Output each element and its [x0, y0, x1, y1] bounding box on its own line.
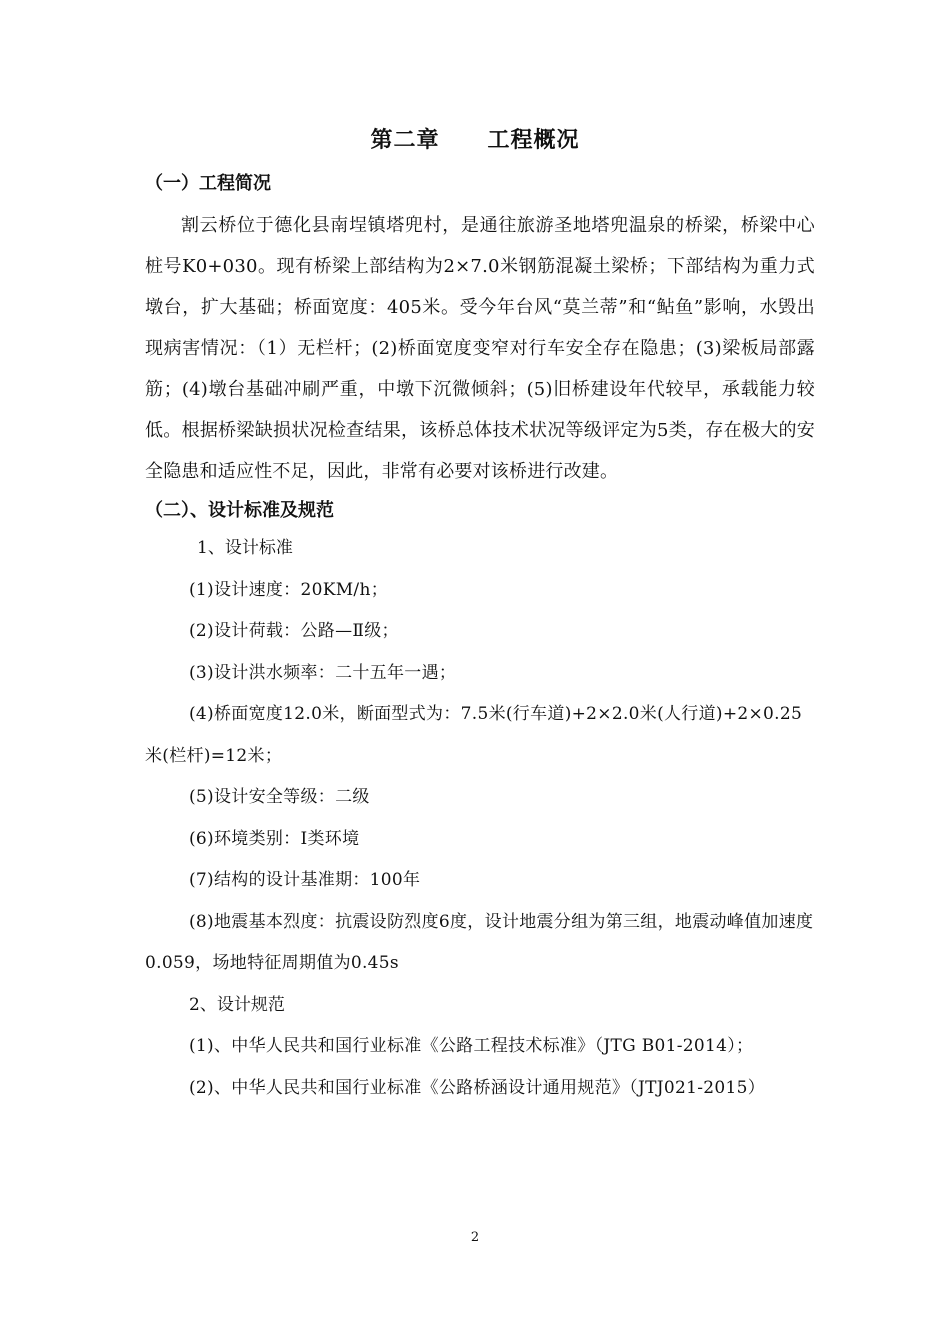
code-item: (1)、中华人民共和国行业标准《公路工程技术标准》（JTG B01-2014）；: [189, 1036, 754, 1056]
overview-paragraph: 割云桥位于德化县南埕镇塔兜村，是通往旅游圣地塔兜温泉的桥梁，桥梁中心桩号K0+030。现有桥梁上部结构为2×7.0米钢筋混凝土梁桥；下部结构为重力式墩台，扩大基础；桥面宽度：405米。受今年台风“莫兰蒂”和“鲇鱼”影响，水毁出现病害情况：（1）无栏杆；(2)桥面宽度变窄对行车安全存在隐患；(3)梁板局部露筋；(4)墩台基础冲刷严重，中墩下沉微倾斜；(5)旧桥建设年代较早，承载能力较低。根据桥梁缺损状况检查结果，该桥总体技术状况等级评定为5类，存在极大的安全隐患和适应性不足，因此，非常有必要对该桥进行改建。: [145, 215, 815, 482]
chapter-name: 工程概况: [487, 127, 580, 153]
standard-item: (5)设计安全等级：二级: [189, 787, 370, 807]
section-heading-standards: （二）、设计标准及规范: [145, 500, 334, 521]
standard-item: (7)结构的设计基准期：100年: [189, 870, 421, 890]
standard-item: (8)地震基本烈度：抗震设防烈度6度，设计地震分组为第三组，地震动峰值加速度0.059，场地特征周期值为0.45s: [145, 911, 814, 973]
page-body: [145, 167, 815, 1109]
standard-item: (1)设计速度：20KM/h；: [189, 579, 388, 600]
chapter-title: [0, 124, 950, 156]
standard-item: (2)设计荷载：公路—Ⅱ级；: [189, 621, 399, 641]
codes-subtitle: 2、设计规范: [189, 994, 285, 1015]
standard-item: (4)桥面宽度12.0米，断面型式为：7.5米(行车道)+2×2.0米(人行道)+2×0.25米(栏杆)=12米；: [145, 704, 803, 766]
standards-subtitle: 1、设计标准: [197, 538, 293, 558]
section-heading-overview: （一）工程简况: [145, 173, 271, 194]
page-number: 2: [470, 1230, 480, 1245]
chapter-number: 第二章: [370, 127, 440, 153]
standard-item: (3)设计洪水频率：二十五年一遇；: [189, 662, 457, 683]
code-item: (2)、中华人民共和国行业标准《公路桥涵设计通用规范》（JTJ021-2015）: [189, 1077, 766, 1098]
standard-item: (6)环境类别：Ⅰ类环境: [189, 828, 360, 849]
